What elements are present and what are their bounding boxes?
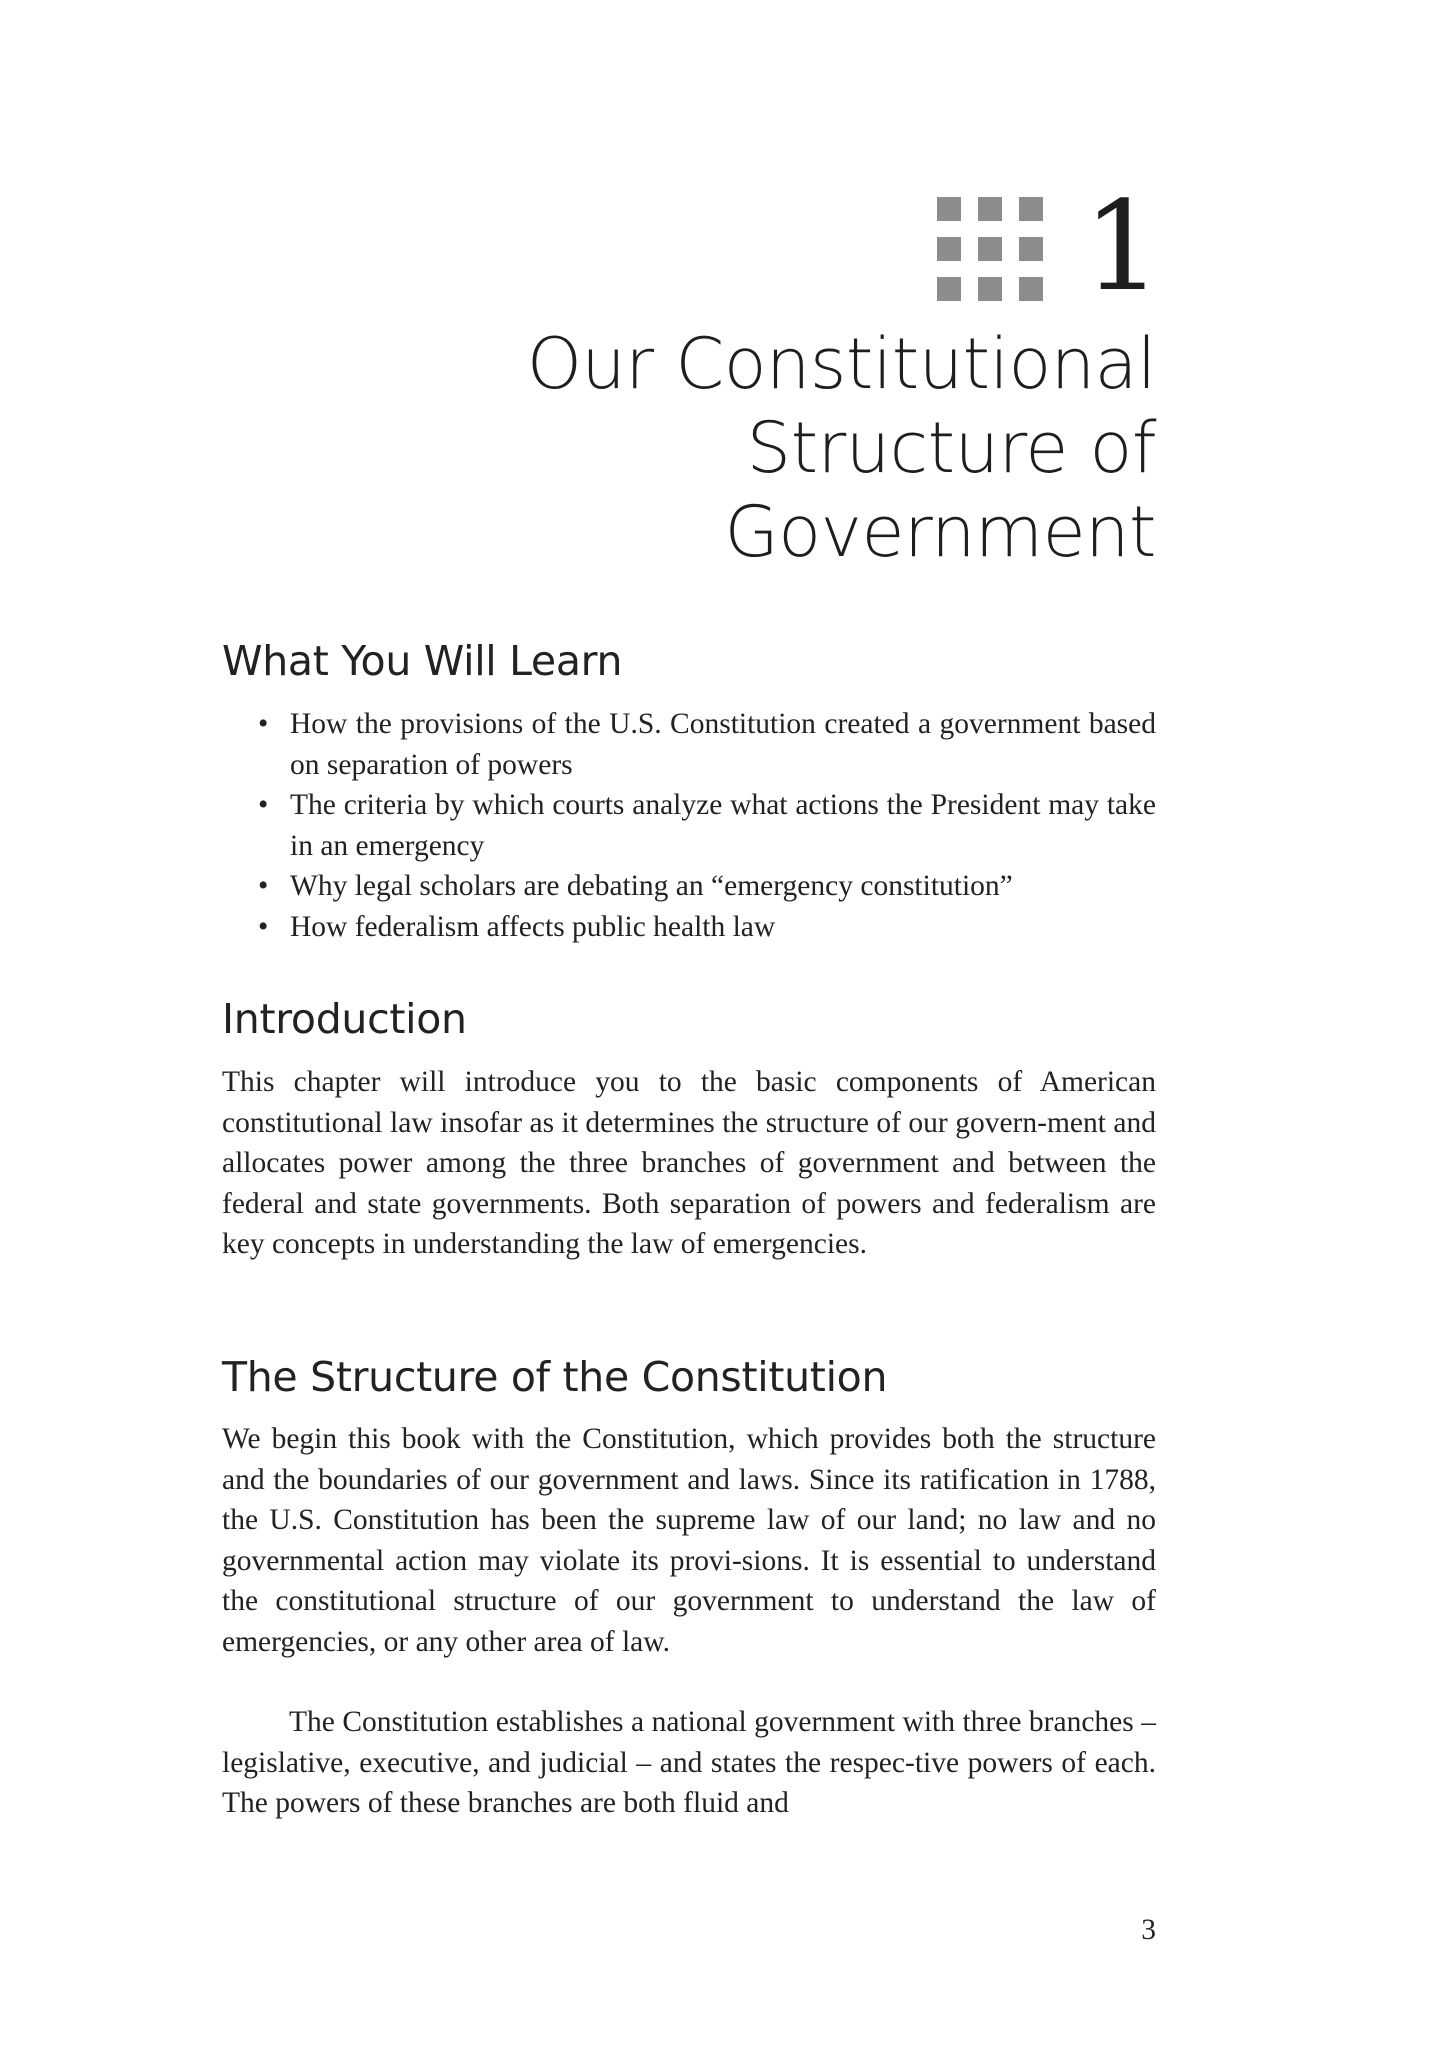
introduction-paragraph: This chapter will introduce you to the basic components of American constitutional law insofar as it determines the structure of our govern-ment and allocates power among the three branches of government and between the federal and state governments. Both separation of powers and federalism are key concepts in understanding the law of emergencies. xyxy=(222,1066,1156,1260)
bullet-icon: • xyxy=(258,870,269,902)
structure-paragraph: We begin this book with the Constitution, which provides both the structure and the boundaries of our government and laws. Since its ratification in 1788, the U.S. Constitution has been the supreme law of our land; no law and no governmental action may violate its provi-sions. It is essential to understand the constitutional structure of our government to understand the law of emergencies, or any other area of law. xyxy=(222,1423,1156,1658)
list-item-text: How federalism affects public health law xyxy=(290,910,776,943)
section-heading-structure: The Structure of the Constitution xyxy=(222,1353,888,1401)
list-item-text: How the provisions of the U.S. Constitution created a government based on separation of powers xyxy=(290,708,1156,781)
chapter-title-line: Our Constitutional xyxy=(526,323,1156,405)
list-item-text: Why legal scholars are debating an “emergency constitution” xyxy=(290,870,1013,902)
list-item xyxy=(222,907,1156,948)
chapter-number: 1 xyxy=(1083,175,1160,319)
chapter-title-line: Structure of xyxy=(746,407,1156,489)
grid-3x3-icon xyxy=(937,197,1043,301)
chapter-title-line: Government xyxy=(724,491,1156,573)
bullet-icon: • xyxy=(258,789,269,821)
list-item xyxy=(222,866,1156,907)
section-heading-introduction: Introduction xyxy=(222,995,467,1043)
structure-paragraph: The Constitution establishes a national government with three branches – legislative, executive, and judicial – and states the respec-tive powers of each. The powers of these branches are both fluid and xyxy=(222,1706,1156,1819)
bullet-icon: • xyxy=(258,910,269,943)
section-heading-what-you-will-learn: What You Will Learn xyxy=(222,637,623,685)
list-item xyxy=(222,785,1156,866)
list-item xyxy=(222,704,1156,785)
bullet-icon: • xyxy=(258,708,269,740)
learning-objectives-list xyxy=(222,704,1156,947)
list-item-text: The criteria by which courts analyze what actions the President may take in an emergency xyxy=(290,789,1156,862)
page-number: 3 xyxy=(1141,1914,1156,1946)
chapter-title xyxy=(456,322,1156,574)
chapter-mark xyxy=(937,175,1160,319)
